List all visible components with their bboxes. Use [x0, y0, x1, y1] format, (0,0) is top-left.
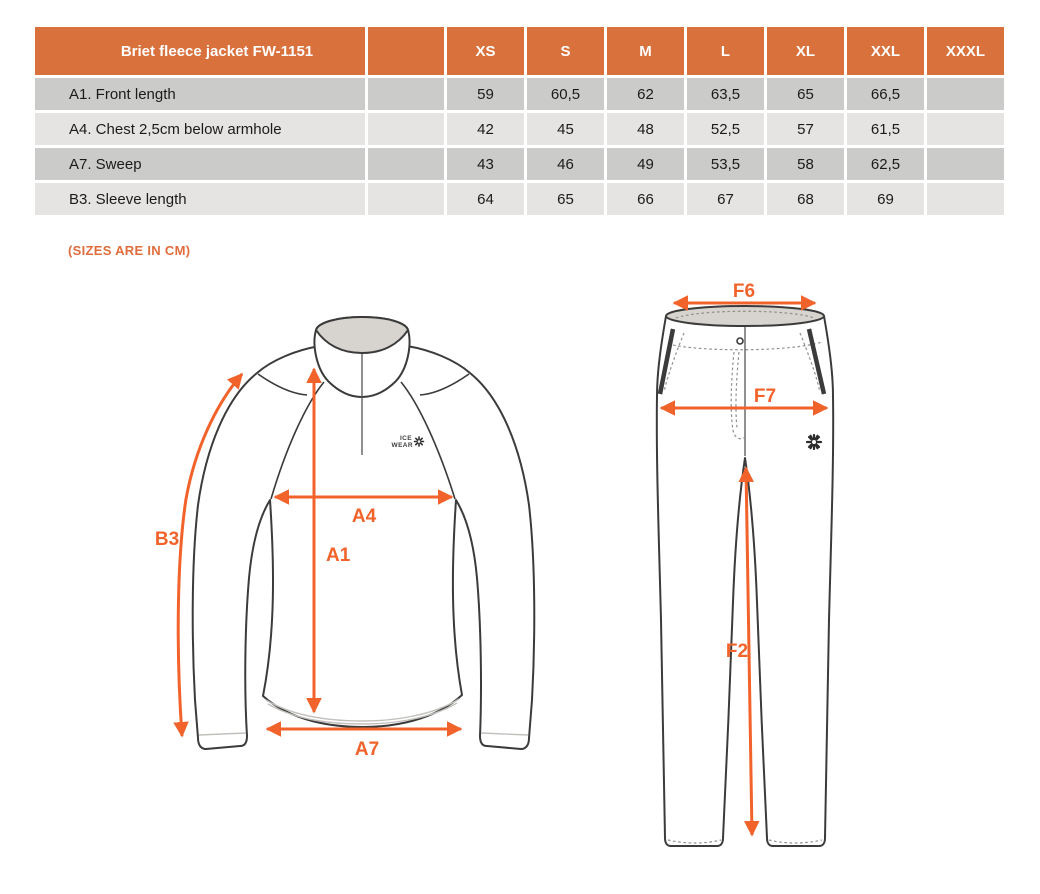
size-value-cell: 59 — [447, 78, 524, 110]
spacer-cell — [368, 183, 444, 215]
table-row — [35, 183, 1004, 215]
size-value-cell — [927, 78, 1004, 110]
row-label-cell: B3. Sleeve length — [35, 183, 365, 215]
b3-label: B3 — [154, 529, 180, 550]
size-value-cell: 62,5 — [847, 148, 924, 180]
size-value-cell: 46 — [527, 148, 604, 180]
size-value-cell: 58 — [767, 148, 844, 180]
measurement-diagrams — [0, 270, 1040, 894]
size-header-s: S — [527, 27, 604, 75]
size-header-l: L — [687, 27, 764, 75]
f7-label: F7 — [753, 386, 777, 407]
size-value-cell: 52,5 — [687, 113, 764, 145]
f2-label: F2 — [725, 641, 749, 662]
size-value-cell: 57 — [767, 113, 844, 145]
logo-text-wear: WEAR — [391, 442, 413, 449]
sizes-note: (SIZES ARE IN CM) — [68, 243, 191, 258]
row-label-cell: A4. Chest 2,5cm below armhole — [35, 113, 365, 145]
pants-button — [737, 338, 743, 344]
logo-text-ice: ICE — [399, 435, 412, 442]
size-value-cell: 66 — [607, 183, 684, 215]
size-value-cell — [927, 148, 1004, 180]
row-label-cell: A1. Front length — [35, 78, 365, 110]
spacer-cell — [368, 148, 444, 180]
product-header-cell: Briet fleece jacket FW-1151 — [35, 27, 365, 75]
pants-snowflake-icon — [807, 435, 821, 449]
size-value-cell: 61,5 — [847, 113, 924, 145]
table-row — [35, 148, 1004, 180]
size-value-cell: 69 — [847, 183, 924, 215]
spacer-cell — [368, 113, 444, 145]
size-value-cell: 67 — [687, 183, 764, 215]
size-value-cell: 49 — [607, 148, 684, 180]
size-value-cell: 66,5 — [847, 78, 924, 110]
spacer-cell — [368, 78, 444, 110]
size-value-cell: 64 — [447, 183, 524, 215]
size-value-cell — [927, 113, 1004, 145]
size-value-cell: 60,5 — [527, 78, 604, 110]
size-value-cell: 68 — [767, 183, 844, 215]
size-value-cell: 43 — [447, 148, 524, 180]
size-value-cell — [927, 183, 1004, 215]
jacket-body-outline — [193, 346, 535, 749]
table-header-row — [35, 27, 1004, 75]
size-header-m: M — [607, 27, 684, 75]
size-header-xxl: XXL — [847, 27, 924, 75]
size-value-cell: 53,5 — [687, 148, 764, 180]
size-header-xxxl: XXXL — [927, 27, 1004, 75]
pants-waist-inner — [666, 306, 824, 326]
a7-label: A7 — [354, 739, 380, 760]
spacer-header-cell — [368, 27, 444, 75]
row-label-cell: A7. Sweep — [35, 148, 365, 180]
logo-snowflake-icon — [415, 437, 424, 446]
size-header-xs: XS — [447, 27, 524, 75]
size-value-cell: 62 — [607, 78, 684, 110]
size-header-xl: XL — [767, 27, 844, 75]
size-value-cell: 45 — [527, 113, 604, 145]
size-value-cell: 65 — [527, 183, 604, 215]
a4-label: A4 — [351, 506, 377, 527]
table-row — [35, 78, 1004, 110]
size-value-cell: 48 — [607, 113, 684, 145]
size-value-cell: 63,5 — [687, 78, 764, 110]
pants-diagram — [657, 281, 833, 846]
jacket-diagram — [155, 317, 534, 760]
size-value-cell: 65 — [767, 78, 844, 110]
size-value-cell: 42 — [447, 113, 524, 145]
f6-label: F6 — [732, 281, 756, 302]
a1-label: A1 — [326, 545, 351, 566]
table-row — [35, 113, 1004, 145]
size-table — [32, 24, 1007, 218]
